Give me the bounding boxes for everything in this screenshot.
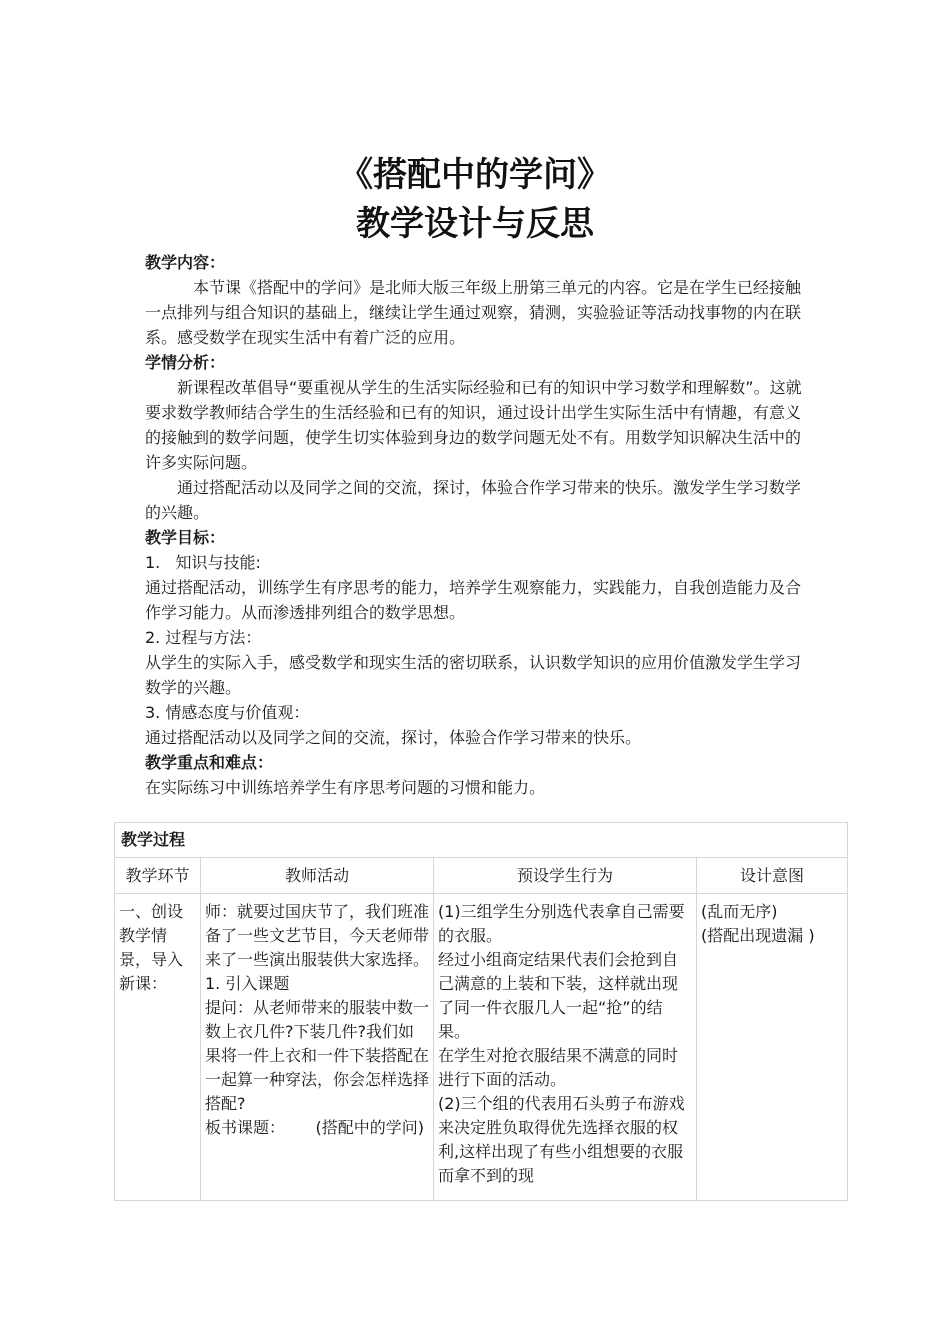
content-heading: 教学内容： <box>145 253 226 272</box>
teacher-line-4: 板书课题： (搭配中的学问) <box>205 1118 425 1137</box>
goal2-title: 2. 过程与方法： <box>145 628 262 647</box>
content-paragraph: 本节课《搭配中的学问》是北师大版三年级上册第三单元的内容。它是在学生已经接触一点排列与组合知识的基础上，继续让学生通过观察，猜测，实验验证等活动找事物的内在联系。感受数学在现实生活中有着广泛的应用。 <box>145 278 802 347</box>
goals-heading: 教学目标： <box>145 528 226 547</box>
teaching-process-table <box>114 822 848 1201</box>
goal1-title: 1. 知识与技能: <box>145 553 261 572</box>
intent-line-2: (搭配出现遗漏 ) <box>701 926 815 945</box>
stage-text: 一、创设教学情景，导入新课： <box>119 902 184 993</box>
table-header-row <box>115 858 848 894</box>
goal3-text: 通过搭配活动以及同学之间的交流，探讨，体验合作学习带来的快乐。 <box>145 728 642 747</box>
cell-stage <box>115 894 201 1201</box>
header-teacher-activity: 教师活动 <box>201 858 434 894</box>
cell-design-intent <box>697 894 848 1201</box>
intent-line-1: (乱而无序) <box>701 902 778 921</box>
goal1-text: 通过搭配活动，训练学生有序思考的能力，培养学生观察能力，实践能力，自我创造能力及合作学习能力。从而渗透排列组合的数学思想。 <box>145 578 802 622</box>
goal2-text: 从学生的实际入手，感受数学和现实生活的密切联系，认识数学知识的应用价值激发学生学习数学的兴趣。 <box>145 653 802 697</box>
teacher-line-3: 提问：从老师带来的服装中数一数上衣几件?下装几件?我们如果将一件上衣和一件下装搭配在一起算一种穿法，你会怎样选择搭配? <box>205 998 429 1113</box>
student-line-2: 经过小组商定结果代表们会抢到自己满意的上装和下装，这样就出现了同一件衣服几人一起“抢”的结果。 <box>438 950 679 1041</box>
analysis-paragraph-2: 通过搭配活动以及同学之间的交流，探讨，体验合作学习带来的快乐。激发学生学习数学的兴趣。 <box>145 478 802 522</box>
cell-student-behavior <box>434 894 697 1201</box>
document-title-line1: 《搭配中的学问》 <box>339 155 611 195</box>
student-line-3: 在学生对抢衣服结果不满意的同时进行下面的活动。 <box>438 1046 679 1089</box>
teacher-line-1: 师：就要过国庆节了，我们班准备了一些文艺节目，今天老师带来了一些演出服装供大家选择。 <box>205 902 429 969</box>
keypoints-heading: 教学重点和难点： <box>145 753 274 772</box>
table-row <box>115 894 848 1201</box>
header-design-intent: 设计意图 <box>697 858 848 894</box>
table-caption: 教学过程 <box>115 823 848 858</box>
cell-teacher-activity <box>201 894 434 1201</box>
keypoints-text: 在实际练习中训练培养学生有序思考问题的习惯和能力。 <box>145 778 546 797</box>
teacher-line-2: 1. 引入课题 <box>205 974 290 993</box>
goal3-title: 3. 情感态度与价值观： <box>145 703 310 722</box>
analysis-paragraph-1: 新课程改革倡导“要重视从学生的生活实际经验和已有的知识中学习数学和理解数”。这就要求数学教师结合学生的生活经验和已有的知识，通过设计出学生实际生活中有情趣，有意义的接触到的数学问题，使学生切实体验到身边的数学问题无处不有。用数学知识解决生活中的许多实际问题。 <box>145 378 802 472</box>
header-stage: 教学环节 <box>115 858 201 894</box>
analysis-heading: 学情分析： <box>145 353 226 372</box>
student-line-4: (2)三个组的代表用石头剪子布游戏来决定胜负取得优先选择衣服的权利,这样出现了有些小组想要的衣服而拿不到的现 <box>438 1094 685 1185</box>
student-line-1: (1)三组学生分别选代表拿自己需要的衣服。 <box>438 902 685 945</box>
header-student-behavior: 预设学生行为 <box>434 858 697 894</box>
document-title-line2: 教学设计与反思 <box>356 204 594 244</box>
document-body <box>145 250 810 800</box>
